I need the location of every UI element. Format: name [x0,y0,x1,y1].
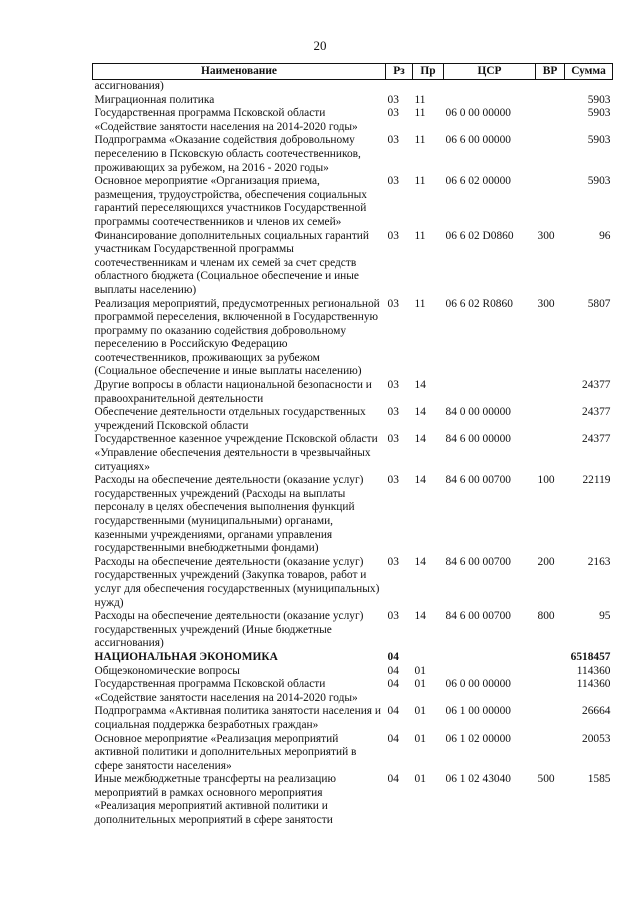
cell-vr [536,406,565,433]
table-body [93,80,613,828]
table-row [93,678,613,705]
cell-rz: 03 [387,610,399,623]
table-row [93,433,613,474]
table-row [93,80,613,94]
cell-name: Реализация мероприятий, предусмотренных региональной программой переселения, включенной в Государственную программу по оказанию содействия добровольному переселению в Российскую Федерацию соотечественников, проживающих за рубежом (Социальное обеспечение и иные выплаты населению) [94,297,380,378]
header-name: Наименование [93,64,386,80]
cell-vr [536,107,565,134]
cell-csr [444,665,536,679]
cell-sum: 20053 [582,732,611,745]
cell-csr: 06 6 02 R0860 [445,297,513,310]
cell-vr: 500 [537,773,555,786]
cell-rz: 04 [387,650,399,663]
table-row [93,705,613,732]
cell-csr: 06 6 00 00000 [445,134,511,147]
cell-pr: 01 [414,732,426,745]
cell-pr: 14 [414,406,426,419]
cell-rz: 03 [387,555,399,568]
header-sum: Сумма [565,64,613,80]
cell-sum: 2163 [587,555,611,568]
table-row [93,773,613,827]
cell-name: Государственное казенное учреждение Псковской области «Управление обеспечения деятельности в чрезвычайных ситуациях» [94,433,378,473]
cell-rz: 04 [387,773,399,786]
cell-csr [444,379,536,406]
cell-vr [536,175,565,229]
cell-sum: 24377 [582,406,611,419]
cell-vr [536,705,565,732]
table-row [93,94,613,108]
cell-rz: 03 [387,229,399,242]
cell-name: Подпрограмма «Оказание содействия добровольному переселению в Псковскую область соотечественников, проживающих за рубежом, на 2016 - 2020 годы» [94,134,361,174]
table-row [93,379,613,406]
cell-rz [386,80,413,94]
header-pr: Пр [413,64,444,80]
cell-csr: 06 0 00 00000 [445,678,511,691]
table-row [93,733,613,774]
cell-sum: 6518457 [570,650,611,663]
cell-name: Государственная программа Псковской области «Содействие занятости населения на 2014-2020 годы» [94,678,358,704]
cell-vr: 300 [537,297,555,310]
cell-csr: 06 1 02 43040 [445,773,511,786]
cell-sum: 1585 [587,773,611,786]
table-row [93,134,613,175]
header-vr: ВР [536,64,565,80]
cell-rz: 04 [387,705,399,718]
cell-csr [444,651,536,665]
cell-pr: 01 [414,705,426,718]
cell-vr [536,733,565,774]
page-number: 20 [313,38,327,53]
cell-rz: 04 [387,732,399,745]
cell-sum: 5903 [587,175,611,188]
cell-rz: 03 [387,297,399,310]
cell-name: Общеэкономические вопросы [94,664,240,677]
cell-sum: 5903 [587,107,611,120]
cell-vr: 800 [537,610,555,623]
cell-rz: 03 [387,406,399,419]
cell-name: Расходы на обеспечение деятельности (оказание услуг) государственных учреждений (Иные бюджетные ассигнования) [94,610,364,650]
header-csr: ЦСР [444,64,536,80]
cell-rz: 03 [387,134,399,147]
cell-pr: 11 [414,107,426,120]
cell-rz: 03 [387,93,399,106]
cell-sum: 24377 [582,433,611,446]
table-row [93,298,613,380]
table-header-row [93,64,613,80]
cell-pr: 11 [414,93,426,106]
cell-name: Подпрограмма «Активная политика занятости населения и социальная поддержка безработных граждан» [94,705,381,731]
cell-pr: 01 [414,664,426,677]
budget-table [92,63,613,828]
cell-pr: 11 [414,134,426,147]
cell-vr [536,379,565,406]
cell-name: Финансирование дополнительных социальных гарантий участникам Государственной программы соотечественникам и членам их семей за счет средств областного бюджета (Социальное обеспечение и иные выплаты населению) [94,229,369,296]
cell-sum: 5903 [587,134,611,147]
cell-pr: 14 [414,474,426,487]
cell-csr: 06 0 00 00000 [445,107,511,120]
cell-sum: 114360 [576,678,611,691]
cell-csr: 06 6 02 00000 [445,175,511,188]
cell-pr: 01 [414,773,426,786]
cell-sum: 5807 [587,297,611,310]
cell-csr: 06 1 00 00000 [445,705,511,718]
cell-rz: 03 [387,107,399,120]
cell-pr: 14 [414,433,426,446]
cell-pr: 11 [414,297,426,310]
cell-csr [444,80,536,94]
header-rz: Рз [386,64,413,80]
cell-sum: 95 [599,610,611,623]
cell-sum: 96 [599,229,611,242]
cell-sum: 114360 [576,664,611,677]
cell-sum [565,80,613,94]
cell-csr: 84 6 00 00000 [445,433,511,446]
cell-name: Другие вопросы в области национальной безопасности и правоохранительной деятельности [94,379,372,405]
cell-vr [536,94,565,108]
table-row [93,406,613,433]
cell-sum: 22119 [582,474,611,487]
cell-pr [413,80,444,94]
cell-vr [536,678,565,705]
cell-csr: 06 6 02 D0860 [445,229,514,242]
cell-csr: 06 1 02 00000 [445,732,511,745]
cell-vr: 200 [537,555,555,568]
table-row [93,175,613,229]
table-row [93,665,613,679]
cell-vr [536,433,565,474]
table-row [93,107,613,134]
cell-pr: 14 [414,555,426,568]
table-row [93,230,613,298]
cell-pr: 01 [414,678,426,691]
cell-rz: 03 [387,433,399,446]
cell-csr [444,94,536,108]
cell-pr: 11 [414,175,426,188]
cell-vr [536,665,565,679]
cell-csr: 84 6 00 00700 [445,474,511,487]
table-row [93,556,613,610]
cell-rz: 04 [387,678,399,691]
cell-name: Обеспечение деятельности отдельных государственных учреждений Псковской области [94,406,366,432]
cell-name: Государственная программа Псковской области «Содействие занятости населения на 2014-2020 годы» [94,107,358,133]
cell-rz: 03 [387,474,399,487]
table-row [93,651,613,665]
cell-rz: 03 [387,379,399,392]
cell-sum: 5903 [587,93,611,106]
cell-rz: 03 [387,175,399,188]
cell-csr: 84 6 00 00700 [445,555,511,568]
cell-pr: 11 [414,229,426,242]
cell-sum: 24377 [582,379,611,392]
cell-rz: 04 [387,664,399,677]
cell-vr: 100 [537,474,555,487]
cell-name: Иные межбюджетные трансферты на реализацию мероприятий в рамках основного мероприятия «Реализация мероприятий активной политики и дополнительных мероприятий в сфере занятости [94,773,336,827]
cell-name: Расходы на обеспечение деятельности (оказание услуг) государственных учреждений (Расходы на выплаты персоналу в целях обеспечения выполнения функций государственными (муниципальными) органами, казенными учреждениями, органами управления государственными внебюджетными фондами) [94,474,364,555]
cell-sum: 26664 [582,705,611,718]
cell-csr: 84 0 00 00000 [445,406,511,419]
table-row [93,610,613,651]
cell-name: НАЦИОНАЛЬНАЯ ЭКОНОМИКА [94,650,278,663]
cell-pr: 14 [414,610,426,623]
cell-pr [413,651,444,665]
cell-name: Расходы на обеспечение деятельности (оказание услуг) государственных учреждений (Закупка товаров, работ и услуг для обеспечения государственных (муниципальных) нужд) [94,555,380,609]
cell-name: Основное мероприятие «Реализация мероприятий активной политики и дополнительных мероприятий в сфере занятости населения» [94,732,357,772]
cell-name: ассигнования) [94,80,164,92]
table-row [93,474,613,556]
cell-vr [536,134,565,175]
cell-vr: 300 [537,229,555,242]
cell-name: Миграционная политика [94,93,215,106]
cell-pr: 14 [414,379,426,392]
cell-csr: 84 6 00 00700 [445,610,511,623]
cell-name: Основное мероприятие «Организация приема, размещения, трудоустройства, обеспечения социальных гарантий переселяющихся участников Государственной программы соотечественников и членов их семей» [94,175,367,228]
cell-vr [536,651,565,665]
cell-vr [536,80,565,94]
